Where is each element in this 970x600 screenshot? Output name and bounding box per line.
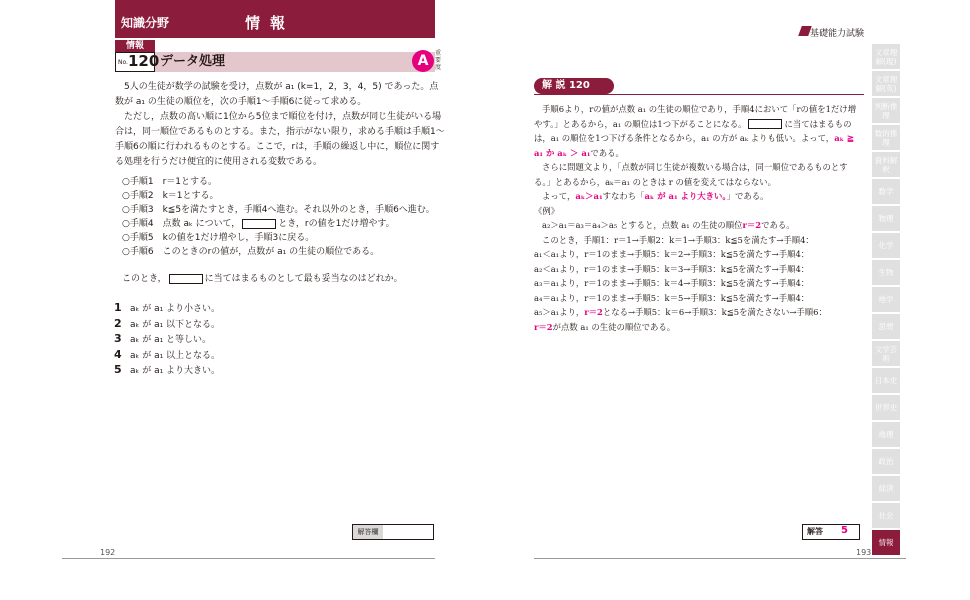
choice-item[interactable]: 5 aₖ が a₁ より大きい。 <box>114 363 221 376</box>
index-tab[interactable]: 社会 <box>872 503 900 528</box>
index-tab[interactable]: 数的推理 <box>872 125 900 150</box>
index-tab[interactable]: 地学 <box>872 287 900 312</box>
step-item: ○手順4 点数 aₖ について， とき，rの値を1だけ増やす。 <box>122 219 395 229</box>
index-tab[interactable]: 判断推理 <box>872 98 900 123</box>
step-item: ○手順2 k＝1とする。 <box>122 191 219 201</box>
trace-line: a₂＜a₁より，r＝1のまま→手順5：k＝3→手順3：k≦5を満たす→手順4： <box>534 263 810 274</box>
index-tab[interactable]: 地理 <box>872 422 900 447</box>
grade-badge: A <box>412 50 434 72</box>
subject-title: 情報 <box>245 14 296 32</box>
trace-line: a₅＞a₁より，r＝2となる→手順5：k＝6→手順3：k≦5を満たさない→手順6： <box>534 307 827 317</box>
step-item: ○手順6 このときのrの値が，点数が a₁ の生徒の順位である。 <box>122 247 380 257</box>
answer-result-value: 5 <box>841 525 848 536</box>
trace-line: a₁＜a₁より，r＝1のまま→手順5：k＝2→手順3：k≦5を満たす→手順4： <box>534 249 810 259</box>
choice-item[interactable]: 3 aₖ が a₁ と等しい。 <box>114 332 212 345</box>
category-tab: 情報 <box>115 40 155 52</box>
explanation-label: 解 説 120 <box>534 78 614 94</box>
index-tab[interactable]: 世界史 <box>872 395 900 420</box>
index-tab[interactable]: 生物 <box>872 260 900 285</box>
index-tab[interactable]: 数学 <box>872 179 900 204</box>
index-tab[interactable]: 日本史 <box>872 368 900 393</box>
question-title: データ処理 <box>160 54 226 69</box>
page-number-left: 192 <box>100 548 116 557</box>
answer-result-label: 解答 <box>807 527 823 536</box>
blank-box <box>242 219 276 229</box>
explanation-paragraph: よって，aₖ＞a₁すなわち「aₖ が a₁ より大きい。」である。 <box>542 191 769 201</box>
index-tab[interactable]: 文章理解(英) <box>872 71 900 96</box>
intro-paragraph: 5人の生徒が数学の試験を受け，点数が a₁ (k=1，2，3，4，5) であった。点数が a₁ の生徒の順位を，次の手順1〜手順6に従って求める。 <box>115 82 439 107</box>
explanation-paragraph: 手順6より，rの値が点数 a₁ の生徒の順位であり，手順4において「rの値を1だけ増やす。」とあるから，a₁ の順位は1つ下がることになる。 に当てはまるものは，a₁ の順位を1つ下げる条件となるから，a₁ の方が aₖ よりも低い。よって，aₖ ≧ a₁ か aₖ ＞ a₁である。 <box>534 104 857 158</box>
explanation-paragraph: さらに問題文より，「点数が同じ生徒が複数いる場合は，同一順位であるものとする。」とあるから，aₖ＝a₁ のときは r の値を変えてはならない。 <box>534 162 848 187</box>
subject-index-tabs <box>872 44 902 557</box>
step-item: ○手順5 kの値を1だけ増やし，手順3に戻る。 <box>122 233 315 243</box>
index-tab[interactable]: 思想 <box>872 314 900 339</box>
question-number-label: No. <box>118 59 128 66</box>
choice-item[interactable]: 2 aₖ が a₁ 以下となる。 <box>114 316 221 330</box>
step-item: ○手順3 k≦5を満たすとき，手順4へ進む。それ以外のとき，手順6へ進む。 <box>122 205 435 215</box>
answer-field-label: 解答欄 <box>353 525 383 539</box>
page-footer-rule <box>62 558 435 559</box>
example-paragraph: a₂＞a₁＝a₃＝a₄＞a₅ とすると，点数 a₁ の生徒の順位r＝2である。 <box>542 220 795 230</box>
page-footer-rule <box>534 558 906 559</box>
index-tab[interactable]: 資料解釈 <box>872 152 900 177</box>
page-number-right: 193 <box>856 548 872 557</box>
trace-line: a₃＝a₁より，r＝1のまま→手順5：k＝4→手順3：k≦5を満たす→手順4： <box>534 278 810 288</box>
section-heading: 基礎能力試験 <box>810 29 865 39</box>
index-tab[interactable]: 経済 <box>872 476 900 501</box>
procedure-steps <box>122 175 442 259</box>
index-tab[interactable]: 文学芸術 <box>872 341 900 366</box>
subject-header-band <box>115 0 435 38</box>
index-tab[interactable]: 物理 <box>872 206 900 231</box>
explanation-body <box>534 102 864 334</box>
question-intro <box>115 80 445 170</box>
index-tab[interactable]: 情報 <box>872 530 900 555</box>
index-tab[interactable]: 文章理解(現) <box>872 44 900 69</box>
answer-field[interactable] <box>352 524 434 540</box>
trace-line: このとき，手順1：r＝1→手順2：k＝1→手順3：k≦5を満たす→手順4： <box>542 234 814 245</box>
trace-line: a₄＝a₁より，r＝1のまま→手順5：k＝5→手順3：k≦5を満たす→手順4： <box>534 292 810 303</box>
choice-item[interactable]: 4 aₖ が a₁ 以上となる。 <box>114 347 221 361</box>
answer-result-box <box>802 524 860 540</box>
choice-item[interactable]: 1 aₖ が a₁ より小さい。 <box>114 301 221 314</box>
index-tab[interactable]: 化学 <box>872 233 900 258</box>
index-tab[interactable]: 政治 <box>872 449 900 474</box>
grade-note: 重要度 <box>435 50 442 71</box>
blank-box <box>748 119 782 129</box>
field-label: 知識分野 <box>121 16 170 30</box>
blank-box <box>169 274 203 284</box>
step-item: ○手順1 r＝1とする。 <box>122 177 218 187</box>
intro-paragraph: ただし，点数の高い順に1位から5位まで順位を付け，点数が同じ生徒がいる場合は，同一順位であるものとする。また，指示がない限り，求める手順は手順1〜手順6の順に行われるものとする。ここで，rは，手順の繰返し中に，順位に関する処理を行うだけ便宜的に使用される変数である。 <box>115 112 445 167</box>
answer-choices <box>114 301 220 379</box>
question-prompt: このとき， に当てはまるものとして最も妥当なのはどれか。 <box>122 274 403 284</box>
example-label: 《例》 <box>534 205 560 216</box>
question-number: 120 <box>128 52 160 70</box>
explanation-rule <box>534 94 864 95</box>
trace-line: r＝2が点数 a₁ の生徒の順位である。 <box>534 321 676 332</box>
